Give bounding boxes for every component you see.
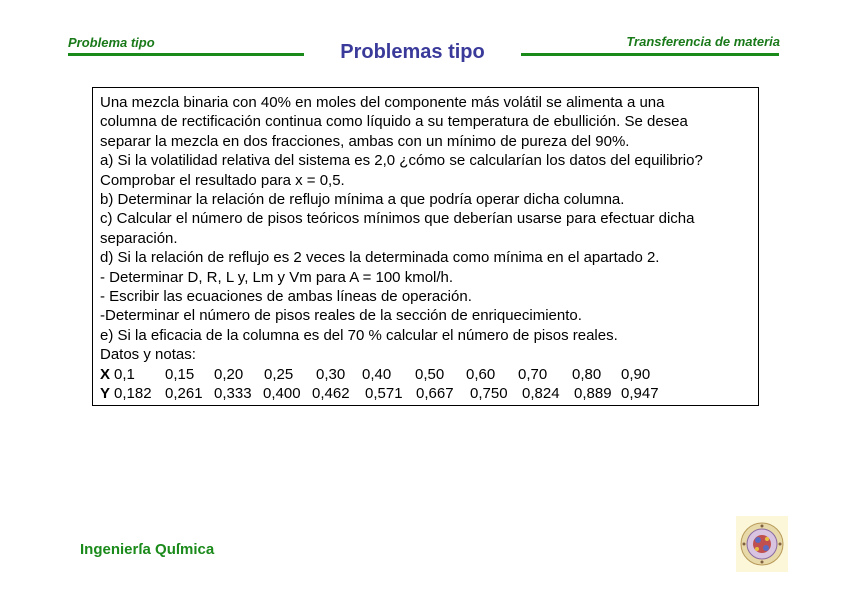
- problem-statement-box: [92, 87, 759, 406]
- problem-line: d) Si la relación de reflujo es 2 veces la determinada como mínima en el apartado 2.: [100, 249, 660, 267]
- y-value: 0,462: [312, 385, 350, 403]
- problem-text: [100, 93, 758, 365]
- header-right-label: Transferencia de materia: [626, 34, 780, 49]
- problem-line: separar la mezcla en dos fracciones, ambas con un mínimo de pureza del 90%.: [100, 132, 630, 150]
- page-title: Problemas tipo: [340, 41, 485, 63]
- x-value: 0,70: [518, 365, 548, 383]
- y-value: 0,333: [214, 385, 252, 403]
- problem-line: a) Si la volatilidad relativa del sistema es 2,0 ¿cómo se calcularían los datos del equilibrio?: [100, 152, 703, 170]
- problem-line: -Determinar el número de pisos reales de la sección de enriquecimiento.: [100, 307, 582, 325]
- y-value: 0,824: [522, 385, 560, 403]
- x-value: 0,30: [316, 365, 346, 383]
- problem-line: separación.: [100, 229, 178, 247]
- header-left-label: Problema tipo: [68, 35, 155, 50]
- x-value: 0,50: [415, 365, 445, 383]
- y-value: 0,750: [470, 385, 508, 403]
- x-value: 0,20: [214, 365, 244, 383]
- problem-line: c) Calcular el número de pisos teóricos mínimos que deberían usarse para efectuar dicha: [100, 210, 695, 228]
- x-value: 0,90: [621, 365, 651, 383]
- seal-icon: [736, 516, 788, 572]
- university-seal-logo: [736, 516, 788, 572]
- y-value: 0,947: [621, 385, 659, 403]
- data-row-x-label: X: [100, 365, 111, 383]
- x-value: 0,1: [114, 365, 135, 383]
- problem-line: - Determinar D, R, L y, Lm y Vm para A = 100 kmol/h.: [100, 268, 454, 286]
- y-value: 0,400: [263, 385, 301, 403]
- x-value: 0,40: [362, 365, 392, 383]
- problem-line: columna de rectificación continua como líquido a su temperatura de ebullición. Se desea: [100, 113, 688, 131]
- x-value: 0,60: [466, 365, 496, 383]
- footer-label: Ingenierſa Quſmica: [80, 541, 215, 558]
- header-rule-right: [521, 53, 779, 56]
- problem-line: Datos y notas:: [100, 346, 196, 364]
- y-value: 0,889: [574, 385, 612, 403]
- data-row-x: [100, 365, 758, 384]
- problem-line: Una mezcla binaria con 40% en moles del componente más volátil se alimenta a una: [100, 94, 665, 111]
- problem-line: - Escribir las ecuaciones de ambas líneas de operación.: [100, 288, 472, 306]
- y-value: 0,261: [165, 385, 203, 403]
- x-value: 0,80: [572, 365, 602, 383]
- y-value: 0,667: [416, 385, 454, 403]
- x-value: 0,25: [264, 365, 294, 383]
- y-value: 0,182: [114, 385, 152, 403]
- problem-line: e) Si la eficacia de la columna es del 70 % calcular el número de pisos reales.: [100, 326, 618, 344]
- y-value: 0,571: [365, 385, 403, 403]
- data-row-y-label: Y: [100, 385, 111, 403]
- problem-line: Comprobar el resultado para x = 0,5.: [100, 171, 345, 189]
- problem-line: b) Determinar la relación de reflujo mínima a que podría operar dicha columna.: [100, 191, 625, 209]
- data-row-y: [100, 384, 758, 403]
- x-value: 0,15: [165, 365, 195, 383]
- header-rule-left: [68, 53, 304, 56]
